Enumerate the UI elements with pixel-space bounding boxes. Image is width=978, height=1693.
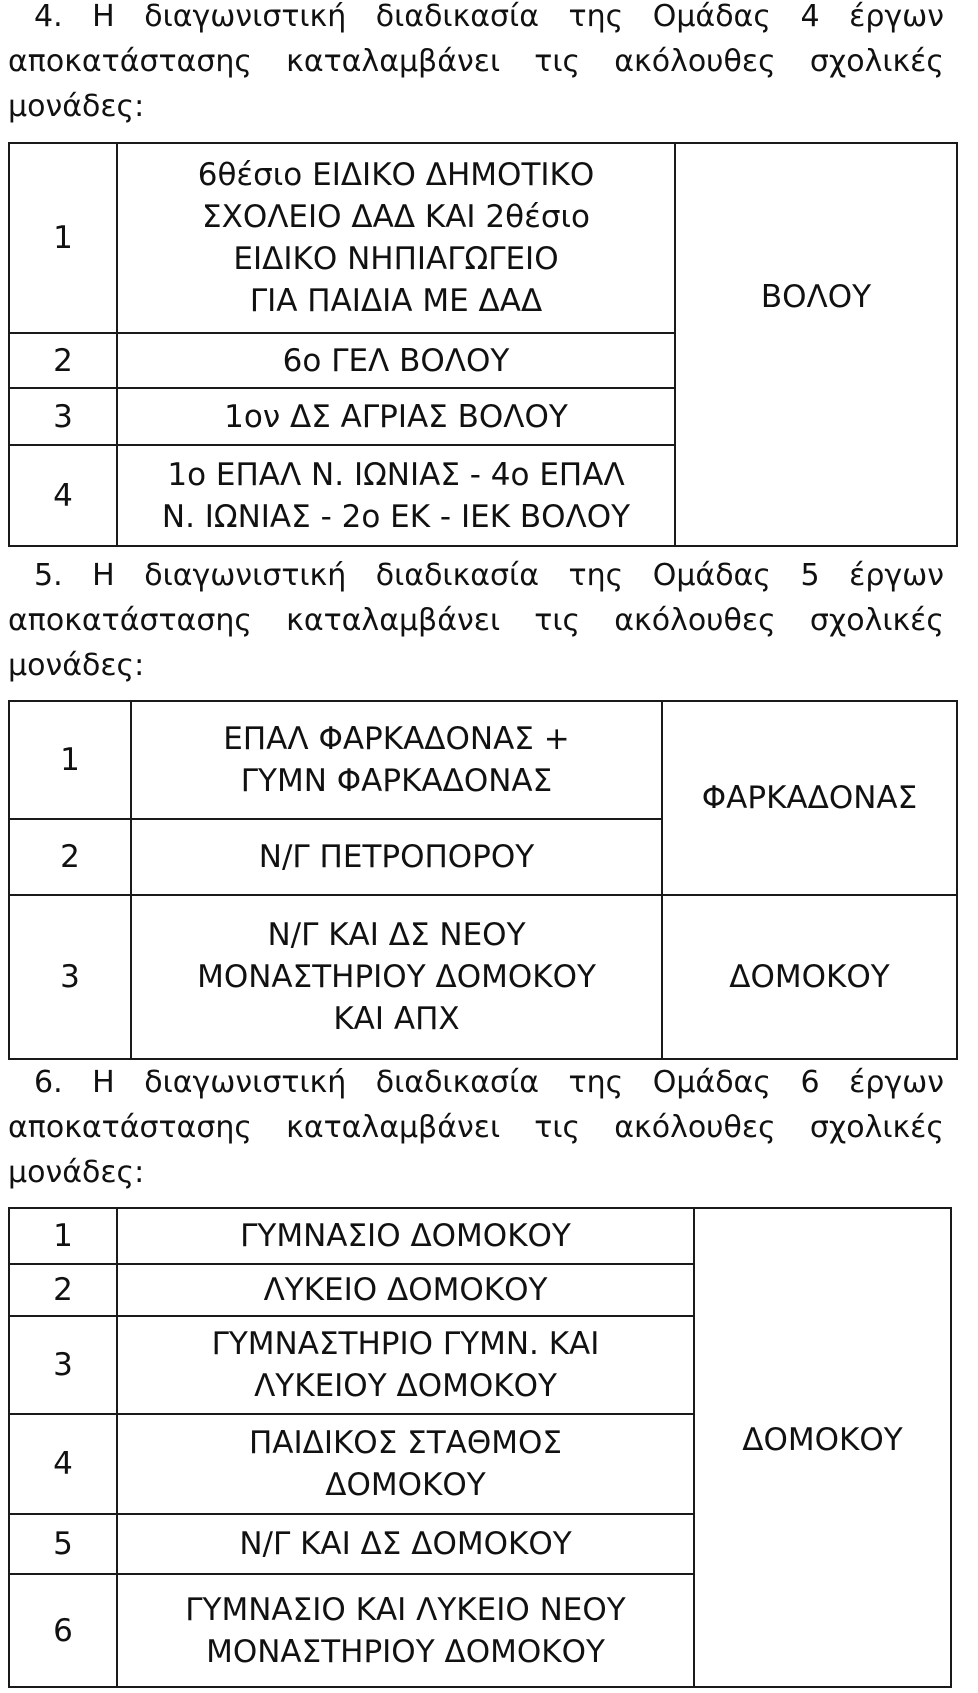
school-name-line: ΔΟΜΟΚΟΥ: [325, 1467, 486, 1503]
school-name-line: ΜΟΝΑΣΤΗΡΙΟΥ ΔΟΜΟΚΟΥ: [206, 1633, 605, 1670]
municipality-cell: [694, 1208, 951, 1687]
school-name-line: ΛΥΚΕΙΟΥ ΔΟΜΟΚΟΥ: [254, 1368, 557, 1404]
school-name-line: 1ον ΔΣ ΑΓΡΙΑΣ ΒΟΛΟΥ: [224, 398, 568, 435]
school-name: [117, 1264, 694, 1316]
row-number: 1: [9, 143, 117, 333]
school-name-line: ΓΥΜΝ ΦΑΡΚΑΔΟΝΑΣ: [240, 763, 553, 799]
school-name-line: Ν/Γ ΚΑΙ ΔΣ ΝΕΟΥ: [267, 917, 526, 953]
table-row: [9, 895, 957, 1059]
row-number: 2: [9, 333, 117, 388]
school-name: [117, 445, 675, 546]
school-name-line: Ν. ΙΩΝΙΑΣ - 2ο ΕΚ - ΙΕΚ ΒΟΛΟΥ: [161, 498, 631, 535]
school-name-line: ΓΙΑ ΠΑΙΔΙΑ ΜΕ ΔΑΔ: [249, 283, 543, 319]
row-number: 2: [9, 1264, 117, 1316]
school-name-line: ΓΥΜΝΑΣΙΟ ΔΟΜΟΚΟΥ: [240, 1218, 571, 1254]
section-5-table: [8, 700, 958, 1060]
school-name: [131, 701, 662, 819]
row-number: 3: [9, 1316, 117, 1414]
table-row: [9, 701, 957, 819]
municipality-name: ΦΑΡΚΑΔΟΝΑΣ: [701, 780, 918, 816]
school-name-line: ΠΑΙΔΙΚΟΣ ΣΤΑΘΜΟΣ: [248, 1425, 563, 1461]
section-5-intro: 5. Η διαγωνιστική διαδικασία της Ομάδας 5 έργων αποκατάστασης καταλαμβάνει τις ακόλουθες σχολικές μονάδες:: [8, 558, 944, 683]
school-name: [131, 819, 662, 895]
school-name: [117, 1414, 694, 1514]
school-name-line: Ν/Γ ΠΕΤΡΟΠΟΡΟΥ: [258, 839, 535, 875]
row-number: 5: [9, 1514, 117, 1574]
school-name-line: 6ο ΓΕΛ ΒΟΛΟΥ: [282, 342, 510, 379]
row-number: 3: [9, 895, 131, 1059]
municipality-cell: [662, 701, 957, 895]
row-number: 1: [9, 1208, 117, 1264]
row-number: 1: [9, 701, 131, 819]
section-6-table: [8, 1207, 952, 1688]
section-4-intro: 4. Η διαγωνιστική διαδικασία της Ομάδας 4 έργων αποκατάστασης καταλαμβάνει τις ακόλουθες σχολικές μονάδες:: [8, 0, 944, 124]
section-6-intro: 6. Η διαγωνιστική διαδικασία της Ομάδας 6 έργων αποκατάστασης καταλαμβάνει τις ακόλουθες σχολικές μονάδες:: [8, 1065, 944, 1190]
school-name-line: 1ο ΕΠΑΛ Ν. ΙΩΝΙΑΣ - 4ο ΕΠΑΛ: [167, 456, 625, 493]
school-name-line: ΜΟΝΑΣΤΗΡΙΟΥ ΔΟΜΟΚΟΥ: [197, 959, 596, 995]
table-row: [9, 1208, 951, 1264]
school-name: [131, 895, 662, 1059]
municipality-cell: [662, 895, 957, 1059]
school-name-line: Ν/Γ ΚΑΙ ΔΣ ΔΟΜΟΚΟΥ: [239, 1526, 572, 1562]
school-name-line: ΕΙΔΙΚΟ ΝΗΠΙΑΓΩΓΕΙΟ: [233, 241, 559, 277]
row-number: 4: [9, 1414, 117, 1514]
municipality-name: ΔΟΜΟΚΟΥ: [729, 959, 890, 995]
school-name: [117, 388, 675, 445]
school-name: [117, 1514, 694, 1574]
school-name: [117, 143, 675, 333]
table-row: [9, 143, 957, 333]
school-name: [117, 1316, 694, 1414]
school-name-line: ΣΧΟΛΕΙΟ ΔΑΔ ΚΑΙ 2θέσιο: [202, 199, 590, 235]
municipality-name: ΔΟΜΟΚΟΥ: [742, 1422, 903, 1458]
school-name-line: ΚΑΙ ΑΠΧ: [333, 1001, 460, 1037]
school-name-line: ΓΥΜΝΑΣΤΗΡΙΟ ΓΥΜΝ. ΚΑΙ: [211, 1326, 600, 1362]
municipality-name: ΒΟΛΟΥ: [760, 279, 872, 315]
school-name-line: ΕΠΑΛ ΦΑΡΚΑΔΟΝΑΣ +: [223, 721, 570, 757]
municipality-cell: [675, 143, 957, 546]
school-name: [117, 1208, 694, 1264]
row-number: 6: [9, 1574, 117, 1687]
school-name-line: 6θέσιο ΕΙΔΙΚΟ ΔΗΜΟΤΙΚΟ: [197, 157, 595, 193]
school-name: [117, 1574, 694, 1687]
school-name: [117, 333, 675, 388]
row-number: 3: [9, 388, 117, 445]
row-number: 4: [9, 445, 117, 546]
row-number: 2: [9, 819, 131, 895]
school-name-line: ΛΥΚΕΙΟ ΔΟΜΟΚΟΥ: [263, 1272, 548, 1308]
school-name-line: ΓΥΜΝΑΣΙΟ ΚΑΙ ΛΥΚΕΙΟ ΝΕΟΥ: [185, 1591, 626, 1628]
section-4-table: [8, 142, 958, 547]
